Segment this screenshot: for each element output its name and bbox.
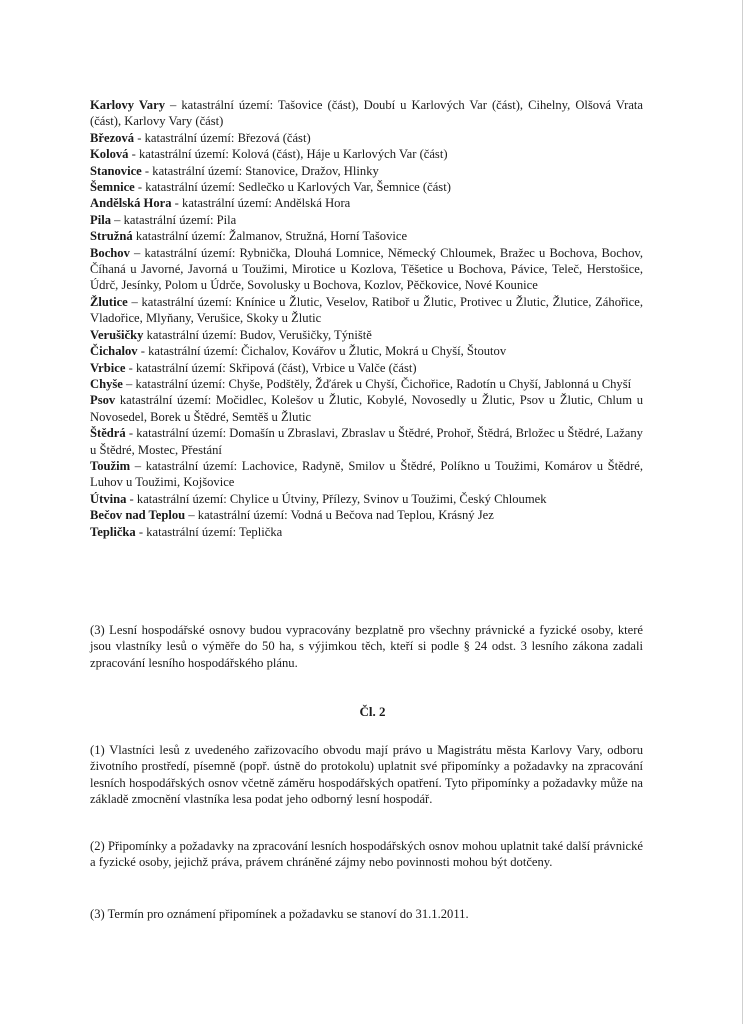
cadastral-areas: katastrální území: Domašín u Zbraslavi, Zbraslav u Štědré, Prohoř, Štědrá, Brložec u Štědré, Lažany u Štědré, Mostec, Přestání: [90, 426, 643, 457]
municipality-name: Chyše: [90, 376, 123, 391]
municipality-entry: [90, 392, 643, 425]
municipality-entry: [90, 458, 643, 491]
municipality-name: Vrbice: [90, 360, 126, 375]
municipality-name: Bečov nad Teplou: [90, 508, 186, 523]
municipality-name: Kolová: [90, 147, 129, 162]
cadastral-areas: katastrální území: Čichalov, Kovářov u Žlutic, Mokrá u Chyší, Štoutov: [148, 344, 507, 359]
cadastral-areas: katastrální území: Skřipová (část), Vrbice u Valče (část): [135, 360, 417, 375]
cadastral-areas: katastrální území: Žalmanov, Stružná, Horní Tašovice: [135, 229, 408, 244]
municipality-name: Verušičky: [90, 327, 144, 342]
municipality-separator: –: [129, 245, 145, 260]
municipality-list: [90, 97, 643, 540]
paragraph-owners-rights: (1) Vlastníci lesů z uvedeného zařizovacího obvodu mají právo u Magistrátu města Karlovy Vary, odboru životního prostředí, písemně (popř. ústně do protokolu) uplatnit své připomínky a požadavky na zpracování lesních hospodářských osnov včetně záměru hospodářských opatření. Tyto připomínky a požadavky může na základě zmocnění vlastníka lesa podat jeho odborný lesní hospodář.: [90, 743, 643, 807]
municipality-name: Žlutice: [90, 294, 128, 309]
municipality-entry: [90, 195, 643, 211]
municipality-entry: [90, 491, 643, 507]
municipality-name: Andělská Hora: [90, 196, 172, 211]
municipality-name: Štědrá: [90, 426, 126, 441]
page-edge-line: [742, 0, 743, 1024]
municipality-name: Pila: [90, 212, 111, 227]
cadastral-areas: katastrální území: Kolová (část), Háje u Karlových Var (část): [138, 147, 448, 162]
cadastral-areas: katastrální území: Lachovice, Radyně, Smilov u Štědré, Políkno u Toužimi, Komárov u Štědré, Luhov u Toužimi, Kojšovice: [90, 458, 644, 490]
municipality-entry: [90, 524, 643, 540]
municipality-separator: -: [125, 360, 136, 375]
municipality-separator: –: [127, 294, 142, 309]
municipality-separator: -: [171, 196, 183, 211]
municipality-entry: [90, 245, 643, 294]
municipality-entry: [90, 179, 643, 195]
municipality-name: Šemnice: [90, 180, 135, 195]
paragraph-other-parties: (2) Připomínky a požadavky na zpracování lesních hospodářských osnov mohou uplatnit také další právnické a fyzické osoby, jejichž práva, právem chráněné zájmy nebo povinnosti mohou být dotčeny.: [90, 839, 643, 870]
cadastral-areas: katastrální území: Březová (část): [144, 130, 311, 145]
municipality-entry: [90, 163, 643, 179]
cadastral-areas: katastrální území: Chyše, Podštěly, Žďárek u Chyší, Čichořice, Radotín u Chyší, Jablonná u Chyší: [135, 376, 632, 391]
paragraph-deadline: (3) Termín pro oznámení připomínek a požadavku se stanoví do 31.1.2011.: [90, 907, 469, 921]
municipality-entry: [90, 507, 643, 523]
municipality-entry: [90, 343, 643, 359]
municipality-name: Útvina: [90, 491, 127, 506]
municipality-entry: [90, 228, 643, 244]
municipality-separator: -: [137, 344, 149, 359]
municipality-name: Stanovice: [90, 163, 142, 178]
cadastral-areas: katastrální území: Knínice u Žlutic, Veselov, Ratiboř u Žlutic, Protivec u Žlutic, Žlutice, Záhořice, Vladořice, Mlyňany, Verušice, Skoky u Žlutic: [90, 294, 644, 326]
municipality-separator: –: [122, 376, 136, 391]
cadastral-areas: katastrální území: Tašovice (část), Doubí u Karlových Var (část), Cihelny, Olšová Vrata (část), Karlovy Vary (část): [90, 98, 644, 129]
municipality-name: Bochov: [90, 245, 130, 260]
paragraph-forest-plans: (3) Lesní hospodářské osnovy budou vypracovány bezplatně pro všechny právnické a fyzické osoby, které jsou vlastníky lesů o výměře do 50 ha, s výjimkou těch, kteří si podle § 24 odst. 3 lesního zákona zadali zpracování lesního hospodářského plánu.: [90, 623, 643, 670]
cadastral-areas: katastrální území: Stanovice, Dražov, Hlinky: [152, 163, 379, 178]
municipality-separator: –: [165, 98, 182, 112]
municipality-separator: –: [130, 458, 146, 473]
cadastral-areas: katastrální území: Chylice u Útviny, Přílezy, Svinov u Toužimi, Český Chloumek: [136, 491, 547, 506]
municipality-separator: -: [141, 163, 153, 178]
municipality-entry: [90, 130, 643, 146]
municipality-separator: -: [126, 491, 137, 506]
municipality-entry: [90, 360, 643, 376]
municipality-separator: -: [134, 180, 146, 195]
cadastral-areas: katastrální území: Sedlečko u Karlových Var, Šemnice (část): [145, 180, 451, 195]
cadastral-areas: katastrální území: Vodná u Bečova nad Teplou, Krásný Jez: [197, 508, 494, 523]
municipality-entry: [90, 327, 643, 343]
municipality-entry: [90, 294, 643, 327]
municipality-entry: [90, 376, 643, 392]
municipality-entry: [90, 425, 643, 458]
cadastral-areas: katastrální území: Močidlec, Kolešov u Žlutic, Kobylé, Novosedly u Žlutic, Psov u Žlutic, Chlum u Novosedel, Borek u Štědré, Semtěš u Žlutic: [90, 393, 643, 424]
municipality-name: Čichalov: [90, 344, 138, 359]
municipality-name: Psov: [90, 393, 116, 408]
municipality-entry: [90, 146, 643, 162]
cadastral-areas: katastrální území: Rybnička, Dlouhá Lomnice, Německý Chloumek, Bražec u Bochova, Bochov, Číhaná u Javorné, Javorná u Toužimi, Mirotice u Kozlova, Těšetice u Bochova, Pávice, Teleč, Herstošice, Údrč, Jesínky, Polom u Údrče, Sovolusky u Bochova, Kozlov, Pěčkovice, Nové Kounice: [90, 245, 643, 293]
municipality-separator: –: [185, 508, 198, 523]
municipality-separator: -: [128, 147, 139, 162]
cadastral-areas: katastrální území: Budov, Verušičky, Týniště: [146, 327, 372, 342]
municipality-entry: [90, 212, 643, 228]
municipality-name: Teplička: [90, 524, 136, 539]
municipality-entry: [90, 97, 643, 130]
municipality-name: Toužim: [90, 458, 131, 473]
municipality-separator: -: [134, 130, 145, 145]
municipality-separator: -: [135, 524, 147, 539]
municipality-separator: –: [111, 212, 124, 227]
municipality-name: Stružná: [90, 229, 133, 244]
municipality-separator: -: [125, 426, 137, 441]
cadastral-areas: katastrální území: Andělská Hora: [182, 196, 351, 211]
cadastral-areas: katastrální území: Teplička: [146, 524, 283, 539]
cadastral-areas: katastrální území: Pila: [123, 212, 237, 227]
municipality-name: Březová: [90, 130, 135, 145]
article-heading: Čl. 2: [359, 704, 386, 719]
municipality-name: Karlovy Vary: [90, 98, 165, 112]
